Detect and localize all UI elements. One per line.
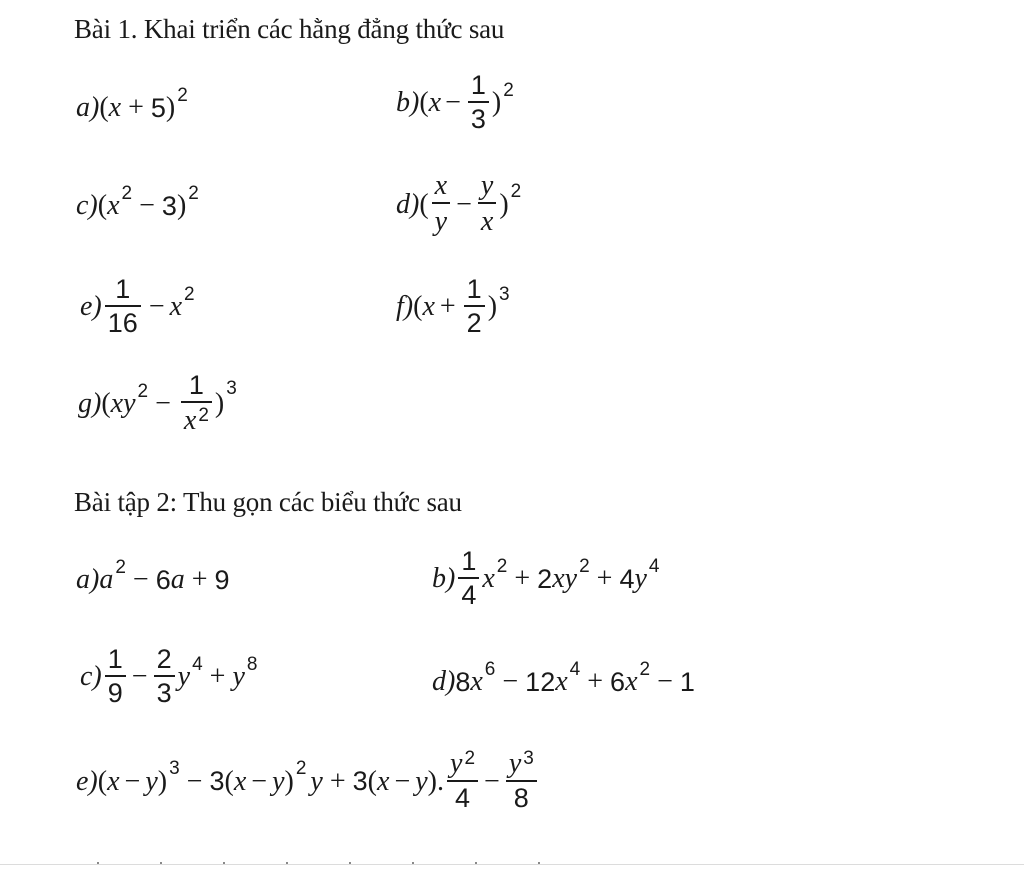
exercise-2d-expression: d) 8 x 6 − 12 x 4 + 6 x 2 − 1	[432, 658, 695, 697]
exercise-1b-expression: b) ( x − $\frac{1}{3}$ ) 2	[396, 70, 514, 135]
label-1e: e)	[80, 291, 102, 323]
exercise-1g-expression: g) ( xy 2 − 1 x 2 ) 3	[78, 370, 237, 437]
footer-dots: · · · · · · · ·	[95, 852, 568, 872]
exercise-2e-expression: e) ( x − y ) 3 − 3 ( x − y ) 2 y + 3 ( x − y ). y 2 4 − y 3 8	[76, 748, 540, 816]
label-2c: c)	[80, 661, 102, 693]
label-1b: b)	[396, 87, 420, 119]
exercise-2a-expression: a) a 2 − 6 a + 9	[76, 556, 230, 595]
label-1c: c)	[76, 190, 98, 221]
page-bottom-rule	[0, 864, 1024, 865]
label-2e: e)	[76, 765, 98, 797]
exercise-1-heading: Bài 1. Khai triển các hằng đẳng thức sau	[74, 14, 505, 44]
label-1f: f)	[396, 291, 414, 323]
exercise-2b-expression: b) $\frac{1}{4}$ x 2 + 2 xy 2 + 4 y 4	[432, 546, 660, 611]
label-1d: d)	[396, 188, 420, 220]
exercise-1f-expression: f) ( x + $\frac{1}{2}$ ) 3	[396, 274, 510, 339]
label-1a: a)	[76, 92, 100, 123]
label-2b: b)	[432, 563, 456, 595]
label-2d: d)	[432, 666, 456, 697]
exercise-1e-expression: e) $\frac{1}{16}$ − x 2	[80, 274, 195, 339]
exercise-1a-expression: a) ( x + 5 ) 2	[76, 84, 188, 123]
label-1g: g)	[78, 388, 102, 420]
exercise-1c-expression: c) ( x 2 − 3 ) 2	[76, 182, 199, 221]
exercise-2c-expression: c) $\frac{1}{9}$ − $\frac{2}{3}$ y 4 + y 8	[80, 644, 258, 709]
exercise-2-heading: Bài tập 2: Thu gọn các biểu thức sau	[74, 487, 462, 517]
exercise-1d-expression: d) ( $\frac{x}{y}$ − $\frac{y}{x}$ ) 2	[396, 170, 522, 238]
label-2a: a)	[76, 564, 100, 595]
